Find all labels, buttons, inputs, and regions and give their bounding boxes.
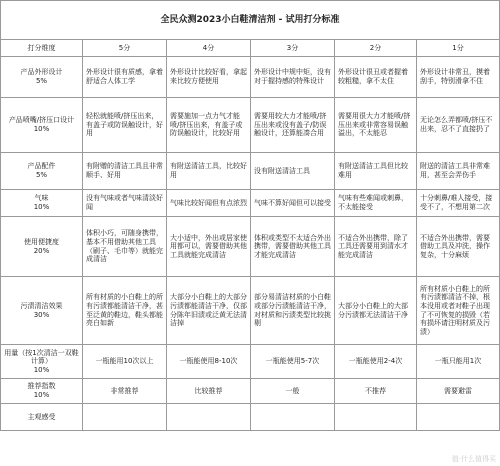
- dimension-cell: 用量（按1次清洁一双鞋计算） 10%: [1, 345, 83, 379]
- score-cell: 外形设计比较好看，拿起来比较方便使用: [167, 57, 251, 98]
- dimension-cell: 产品喷嘴/挤压口设计 10%: [1, 98, 83, 153]
- score-cell: 非常推荐: [83, 379, 167, 404]
- watermark: 值·什么值得买: [451, 455, 496, 463]
- dimension-cell: 产品配件 5%: [1, 153, 83, 190]
- score-cell: 需要用较大力才能喷/挤压出来或没有盖子/防误触设计，还算能凑合用: [251, 98, 335, 153]
- score-cell: 没有气味或者气味清淡好闻: [83, 190, 167, 217]
- score-cell: 一瓶能用10次以上: [83, 345, 167, 379]
- score-cell: 不适合外出携带，除了工具还需要用到清水才能完成清洁: [335, 217, 417, 277]
- score-cell: 不推荐: [335, 379, 417, 404]
- score-cell: 外形设计中规中矩，没有对于握持感的特殊设计: [251, 57, 335, 98]
- table-row: [1, 190, 500, 217]
- score-cell: 需要用很大力才能喷/挤压出来或非常容易误触溢出，不太能忍: [335, 98, 417, 153]
- dimension-cell: 推荐指数 10%: [1, 379, 83, 404]
- dimension-cell: 气味 10%: [1, 190, 83, 217]
- score-cell: 有附送清洁工具，比较好用: [167, 153, 251, 190]
- header-cell: 3分: [251, 40, 335, 57]
- header-cell: 2分: [335, 40, 417, 57]
- score-cell: [83, 404, 167, 431]
- score-cell: 体积或类型不太适合外出携带，需要借助其他工具才能完成清洁: [251, 217, 335, 277]
- table-body: [1, 1, 500, 431]
- score-cell: [251, 404, 335, 431]
- table-row: [1, 217, 500, 277]
- score-cell: 一瓶能使用2-4次: [335, 345, 417, 379]
- header-cell: 打分维度: [1, 40, 83, 57]
- score-cell: 一瓶能使用5-7次: [251, 345, 335, 379]
- table-row: [1, 345, 500, 379]
- score-cell: 一瓶能使用8-10次: [167, 345, 251, 379]
- score-cell: 外形设计很有质感，拿着舒适合人体工学: [83, 57, 167, 98]
- table-row: [1, 379, 500, 404]
- score-cell: 有附送清洁工具但比较难用: [335, 153, 417, 190]
- score-cell: 无论怎么弄都喷/挤压不出来，忍不了直接扔了: [417, 98, 500, 153]
- score-cell: 需要避雷: [417, 379, 500, 404]
- header-cell: 5分: [83, 40, 167, 57]
- score-cell: 大小适中，外出或居家使用都可以，需要借助其他工具就能完成清洁: [167, 217, 251, 277]
- score-cell: [335, 404, 417, 431]
- score-cell: 十分刺鼻/难人接受，接受不了，不想用第二次: [417, 190, 500, 217]
- score-cell: 体积小巧，可随身携带，基本不用借助其他工具（刷子、毛巾等）就能完成清洁: [83, 217, 167, 277]
- header-cell: 1分: [417, 40, 500, 57]
- score-cell: 大部分小白鞋上的大部分污渍都无法清洁干净: [335, 277, 417, 345]
- score-cell: 部分易清洁材质的小白鞋或部分污渍能清洁干净，对材质和污渍类型比较挑剔: [251, 277, 335, 345]
- dimension-cell: 使用便捷度 20%: [1, 217, 83, 277]
- score-cell: [417, 404, 500, 431]
- score-cell: [167, 404, 251, 431]
- score-cell: 附送的清洁工具非常难用，甚至会弄伤手: [417, 153, 500, 190]
- score-cell: 气味比较好闻但有点浓烈: [167, 190, 251, 217]
- table-row: [1, 98, 500, 153]
- score-cell: 比较推荐: [167, 379, 251, 404]
- score-cell: 需要施加一点力气才能喷/挤压出来，有盖子或防误触设计，比较好用: [167, 98, 251, 153]
- table-row: [1, 277, 500, 345]
- score-cell: 外形设计非常丑，摸着刮手，特别滑拿不住: [417, 57, 500, 98]
- sheet-title: 全民众测2023小白鞋清洁剂 - 试用打分标准: [1, 1, 500, 40]
- score-cell: 一般: [251, 379, 335, 404]
- header-row: [1, 40, 500, 57]
- score-cell: 没有附送清洁工具: [251, 153, 335, 190]
- score-cell: 有附赠的清洁工具且非常顺手、好用: [83, 153, 167, 190]
- dimension-cell: 污渍清洁效果 30%: [1, 277, 83, 345]
- table-row: [1, 153, 500, 190]
- table-row: [1, 57, 500, 98]
- dimension-cell: 主观感受: [1, 404, 83, 431]
- score-cell: 气味不算好闻但可以接受: [251, 190, 335, 217]
- score-cell: 不适合外出携带，需要借助工具及冲洗，操作复杂，十分麻烦: [417, 217, 500, 277]
- title-row: [1, 1, 500, 40]
- score-cell: 气味有些难闻或刺鼻，不太能接受: [335, 190, 417, 217]
- score-cell: 所有材质的小白鞋上的所有污渍都能清洁干净，甚至泛黄的鞋边，鞋头都能亮白如新: [83, 277, 167, 345]
- score-cell: 轻松就能喷/挤压出来，有盖子或防误触设计，好用: [83, 98, 167, 153]
- table-row: [1, 404, 500, 431]
- dimension-cell: 产品外形设计 5%: [1, 57, 83, 98]
- header-cell: 4分: [167, 40, 251, 57]
- score-cell: 所有材质小白鞋上的所有污渍都清洁不掉，根本没用或者对鞋子出现了不可恢复的损毁（若有损坏请注明材质及污渍）: [417, 277, 500, 345]
- score-cell: 外形设计很丑或者握着较粗糙，拿不太住: [335, 57, 417, 98]
- score-cell: 大部分小白鞋上的大部分污渍都能清洁干净，仅部分陈年旧渍或泛黄无法清洁掉: [167, 277, 251, 345]
- score-cell: 一瓶只能用1次: [417, 345, 500, 379]
